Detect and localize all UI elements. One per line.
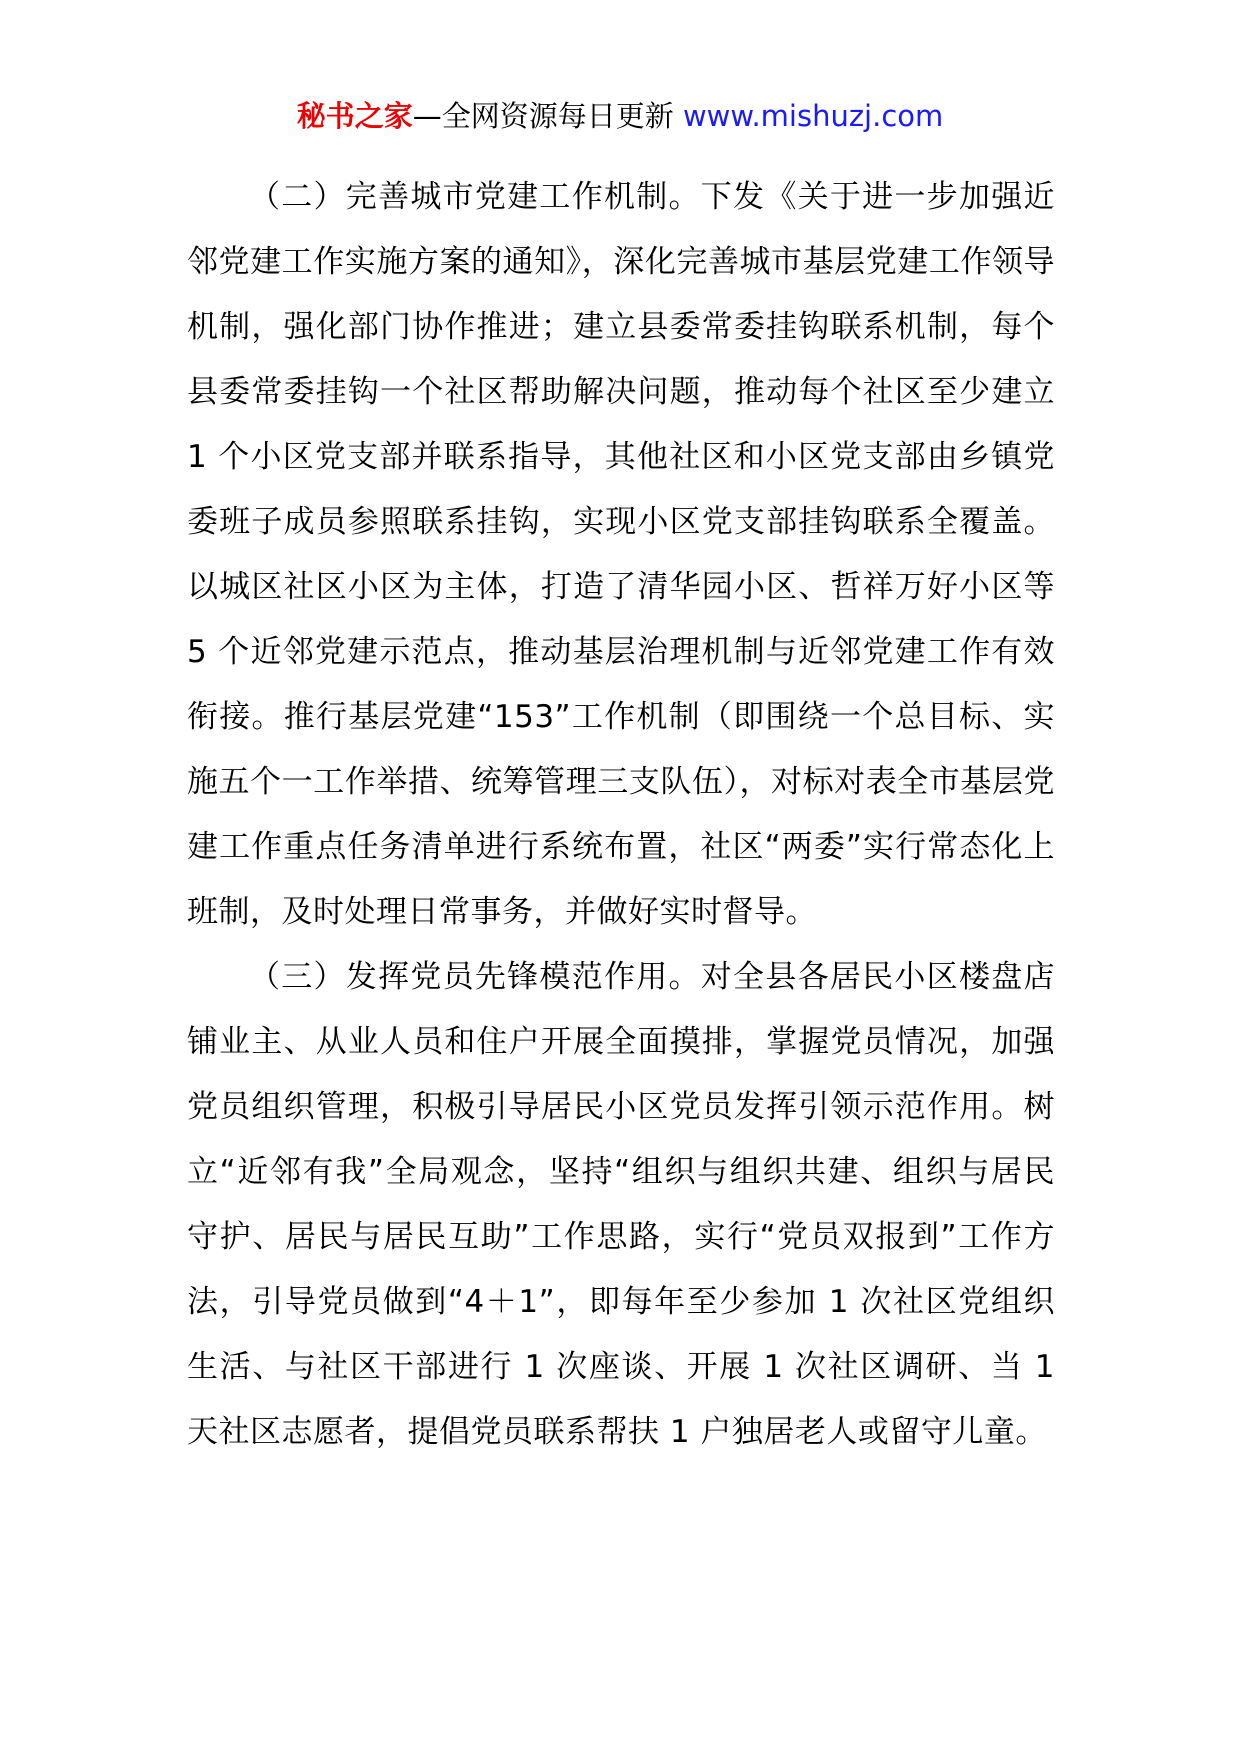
site-url-link[interactable]: www.mishuzj.com — [682, 99, 944, 133]
site-header — [0, 96, 1240, 136]
document-body — [187, 165, 1055, 1465]
site-tagline: —全网资源每日更新 — [412, 99, 683, 133]
paragraph-urban-party-mechanism: （二）完善城市党建工作机制。下发《关于进一步加强近邻党建工作实施方案的通知》，深化完善城市基层党建工作领导机制，强化部门协作推进；建立县委常委挂钩联系机制，每个县委常委挂钩一个社区帮助解决问题，推动每个社区至少建立 1 个小区党支部并联系指导，其他社区和小区党支部由乡镇党委班子成员参照联系挂钩，实现小区党支部挂钩联系全覆盖。以城区社区小区为主体，打造了清华园小区、哲祥万好小区等 5 个近邻党建示范点，推动基层治理机制与近邻党建工作有效衔接。推行基层党建“153”工作机制（即围绕一个总目标、实施五个一工作举措、统筹管理三支队伍），对标对表全市基层党建工作重点任务清单进行系统布置，社区“两委”实行常态化上班制，及时处理日常事务，并做好实时督导。 — [187, 179, 1055, 930]
paragraph-party-member-role: （三）发挥党员先锋模范作用。对全县各居民小区楼盘店铺业主、从业人员和住户开展全面摸排，掌握党员情况，加强党员组织管理，积极引导居民小区党员发挥引领示范作用。树立“近邻有我”全局观念，坚持“组织与组织共建、组织与居民守护、居民与居民互助”工作思路，实行“党员双报到”工作方法，引导党员做到“4＋1”，即每年至少参加 1 次社区党组织生活、与社区干部进行 1 次座谈、开展 1 次社区调研、当 1 天社区志愿者，提倡党员联系帮扶 1 户独居老人或留守儿童。 — [187, 959, 1055, 1450]
site-brand: 秘书之家 — [296, 99, 413, 133]
